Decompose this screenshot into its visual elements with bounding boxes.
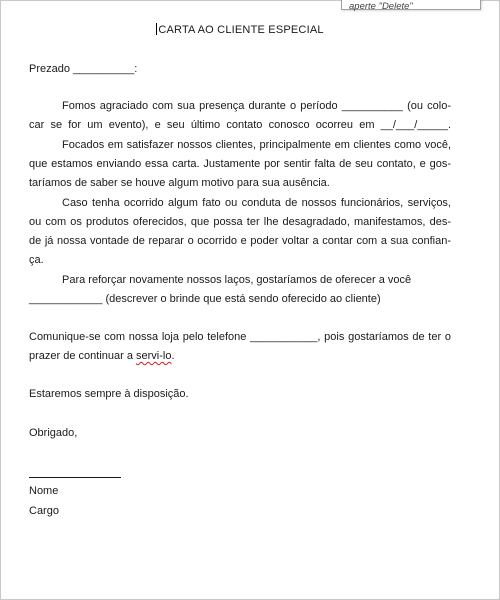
paragraph-1-line-1: Fomos agraciado com sua presença durante o período __________ (ou colo- xyxy=(62,100,451,112)
delete-hint-tooltip xyxy=(341,0,481,10)
misspelled-word[interactable]: servi-lo xyxy=(136,350,172,362)
greeting: Prezado __________: xyxy=(29,63,138,75)
paragraph-3-line-4: ça. xyxy=(29,254,44,266)
tooltip-text: aperte "Delete" xyxy=(349,1,413,12)
paragraph-3-line-2: ou com os produtos oferecidos, que possa ter lhe desagradado, manifestamos, des- xyxy=(29,216,451,228)
paragraph-4-line-1: Para reforçar novamente nossos laços, gostaríamos de oferecer a você xyxy=(62,274,412,286)
title-text: CARTA AO CLIENTE ESPECIAL xyxy=(158,24,324,36)
paragraph-2-line-2: que estamos enviando essa carta. Justamente por sentir falta de seu contato, e gos- xyxy=(29,158,451,170)
signature-line xyxy=(29,477,121,478)
closing-thanks: Obrigado, xyxy=(29,427,78,439)
letter-title xyxy=(29,21,451,40)
p5-text-a: prazer de continuar a xyxy=(29,350,137,362)
paragraph-3-line-3: de já nossa vontade de reparar o ocorrido e poder voltar a contar com a sua confian- xyxy=(29,235,451,247)
availability-line: Estaremos sempre à disposição. xyxy=(29,388,189,400)
p5-text-c: . xyxy=(171,350,175,362)
paragraph-2-line-1: Focados em satisfazer nossos clientes, principalmente em clientes como você, xyxy=(62,139,451,151)
paragraph-4-line-2: ____________ (descrever o brinde que está sendo oferecido ao cliente) xyxy=(29,293,381,305)
signer-role: Cargo xyxy=(29,505,59,517)
paragraph-1-line-2: car se for um evento), e seu último contato conosco ocorreu em __/___/_____. xyxy=(29,119,451,131)
paragraph-2-line-3: taríamos de saber se houve algum motivo para sua ausência. xyxy=(29,177,330,189)
paragraph-5-line-2 xyxy=(29,347,175,366)
paragraph-3-line-1: Caso tenha ocorrido algum fato ou conduta de nossos funcionários, serviços, xyxy=(62,197,451,209)
paragraph-5-line-1: Comunique-se com nossa loja pelo telefone ___________, pois gostaríamos de ter o xyxy=(29,331,451,343)
signer-name: Nome xyxy=(29,485,59,497)
